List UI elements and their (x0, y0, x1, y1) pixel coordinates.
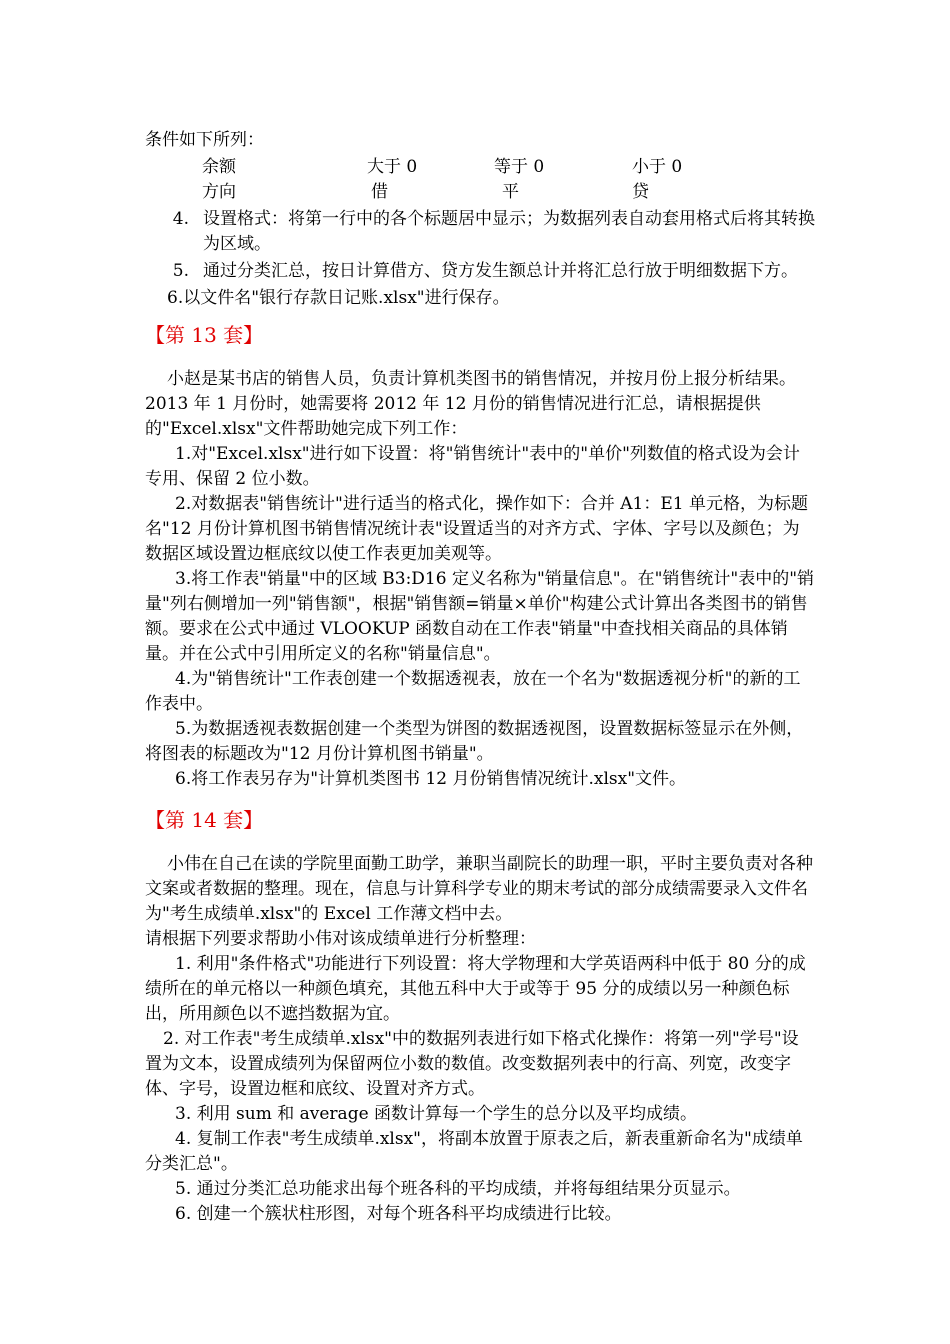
list-item (145, 207, 815, 257)
condition-cell: 余额 (202, 157, 236, 177)
section-14-item: 4. 复制工作表"考生成绩单.xlsx"，将副本放置于原表之后，新表重新命名为"成绩单分类汇总"。 (145, 1129, 803, 1174)
list-item-text: 通过分类汇总，按日计算借方、贷方发生额总计并将汇总行放于明细数据下方。 (203, 261, 798, 281)
section-13-item: 2.对数据表"销售统计"进行适当的格式化，操作如下：合并 A1：E1 单元格，为标题名"12 月份计算机图书销售情况统计表"设置适当的对齐方式、字体、字号以及颜色；为数据区域设置边框底纹以使工作表更加美观等。 (145, 494, 808, 564)
section-14-item: 5. 通过分类汇总功能求出每个班各科的平均成绩，并将每组结果分页显示。 (175, 1179, 741, 1199)
section-13-item: 1.对"Excel.xlsx"进行如下设置：将"销售统计"表中的"单价"列数值的格式设为会计专用、保留 2 位小数。 (145, 444, 800, 489)
conditions-intro: 条件如下所列： (145, 130, 264, 150)
document-page (145, 128, 815, 1227)
list-item-number: 4. (172, 209, 189, 229)
list-item-text: 设置格式：将第一行中的各个标题居中显示；为数据列表自动套用格式后将其转换为区域。 (203, 209, 815, 254)
section-13-item: 6.将工作表另存为"计算机类图书 12 月份销售情况统计.xlsx"文件。 (175, 769, 687, 789)
condition-cell: 等于 0 (494, 157, 545, 177)
section-13-intro: 小赵是某书店的销售人员，负责计算机类图书的销售情况，并按月份上报分析结果。2013 年 1 月份时，她需要将 2012 年 12 月份的销售情况进行汇总，请根据提供的"Excel.xlsx"文件帮助她完成下列工作： (145, 369, 796, 439)
condition-cell: 小于 0 (632, 157, 683, 177)
section-14-intro-2: 请根据下列要求帮助小伟对该成绩单进行分析整理： (145, 929, 536, 949)
section-14-item: 3. 利用 sum 和 average 函数计算每一个学生的总分以及平均成绩。 (175, 1104, 698, 1124)
section-14-item: 1. 利用"条件格式"功能进行下列设置：将大学物理和大学英语两科中低于 80 分的成绩所在的单元格以一种颜色填充，其他五科中大于或等于 95 分的成绩以另一种颜色标出，所用颜色以不遮挡数据为宜。 (145, 954, 806, 1024)
section-14-item: 6. 创建一个簇状柱形图，对每个班各科平均成绩进行比较。 (175, 1204, 622, 1224)
section-13-item: 5.为数据透视表数据创建一个类型为饼图的数据透视图，设置数据标签显示在外侧，将图表的标题改为"12 月份计算机图书销量"。 (145, 719, 804, 764)
section-13-item: 4.为"销售统计"工作表创建一个数据透视表，放在一个名为"数据透视分析"的新的工作表中。 (145, 669, 801, 714)
section-14-item: 2. 对工作表"考生成绩单.xlsx"中的数据列表进行如下格式化操作：将第一列"学号"设置为文本，设置成绩列为保留两位小数的数值。改变数据列表中的行高、列宽，改变字体、字号，设置边框和底纹、设置对齐方式。 (145, 1029, 799, 1099)
condition-row-direction (145, 180, 815, 205)
section-heading-13: 【第 13 套】 (145, 323, 264, 347)
section-14-intro: 小伟在自己在读的学院里面勤工助学，兼职当副院长的助理一职，平时主要负责对各种文案或者数据的整理。现在，信息与计算科学专业的期末考试的部分成绩需要录入文件名为"考生成绩单.xlsx"的 Excel 工作薄文档中去。 (145, 854, 813, 924)
condition-cell: 贷 (632, 182, 649, 202)
list-item: 6.以文件名"银行存款日记账.xlsx"进行保存。 (167, 288, 510, 308)
list-item (145, 259, 815, 284)
condition-cell: 平 (502, 182, 519, 202)
condition-cell: 借 (371, 182, 388, 202)
section-heading-14: 【第 14 套】 (145, 808, 264, 832)
condition-cell: 大于 0 (367, 157, 418, 177)
condition-row-balance (145, 155, 815, 180)
list-item-number: 5. (172, 261, 189, 281)
section-13-item: 3.将工作表"销量"中的区域 B3:D16 定义名称为"销量信息"。在"销售统计"表中的"销量"列右侧增加一列"销售额"，根据"销售额=销量×单价"构建公式计算出各类图书的销售额。要求在公式中通过 VLOOKUP 函数自动在工作表"销量"中查找相关商品的具体销量。并在公式中引用所定义的名称"销量信息"。 (145, 569, 815, 664)
condition-cell: 方向 (202, 182, 236, 202)
